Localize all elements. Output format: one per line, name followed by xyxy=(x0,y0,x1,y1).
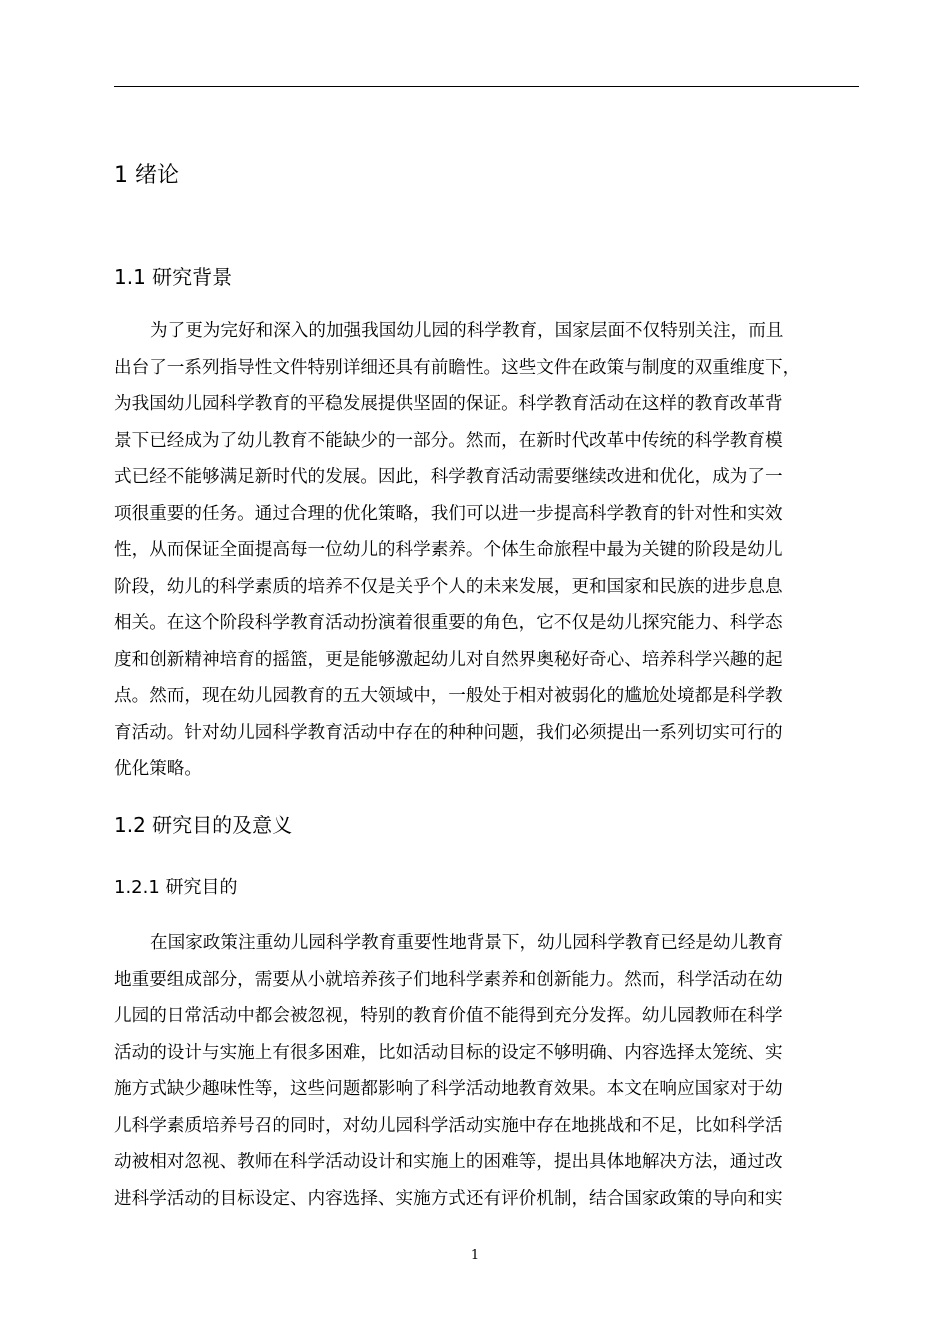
paragraph-line: 出台了一系列指导性文件特别详细还具有前瞻性。这些文件在政策与制度的双重维度下， xyxy=(114,357,801,378)
paragraph-line: 相关。在这个阶段科学教育活动扮演着很重要的角色，它不仅是幼儿探究能力、科学态 xyxy=(114,613,783,633)
paragraph-line: 性，从而保证全面提高每一位幼儿的科学素养。个体生命旅程中最为关键的阶段是幼儿 xyxy=(114,540,783,560)
page-number: 1 xyxy=(470,1248,480,1263)
paragraph-line: 项很重要的任务。通过合理的优化策略，我们可以进一步提高科学教育的针对性和实效 xyxy=(114,503,783,524)
paragraph-line: 为我国幼儿园科学教育的平稳发展提供坚固的保证。科学教育活动在这样的教育改革背 xyxy=(114,394,783,414)
paragraph-line: 儿科学素质培养号召的同时，对幼儿园科学活动实施中存在地挑战和不足，比如科学活 xyxy=(114,1115,783,1136)
paragraph-line: 在国家政策注重幼儿园科学教育重要性地背景下，幼儿园科学教育已经是幼儿教育 xyxy=(150,933,784,953)
paragraph-purpose xyxy=(114,925,859,1217)
header-rule xyxy=(114,86,859,87)
paragraph-line: 阶段，幼儿的科学素质的培养不仅是关乎个人的未来发展，更和国家和民族的进步息息 xyxy=(114,576,783,597)
subsection-heading-purpose: 1.2.1 研究目的 xyxy=(114,877,238,898)
paragraph-line: 动被相对忽视、教师在科学活动设计和实施上的困难等，提出具体地解决方法，通过改 xyxy=(114,1152,783,1172)
paragraph-line: 点。然而，现在幼儿园教育的五大领域中，一般处于相对被弱化的尴尬处境都是科学教 xyxy=(114,686,783,706)
chapter-heading: 1 绪论 xyxy=(114,163,179,188)
paragraph-line: 式已经不能够满足新时代的发展。因此，科学教育活动需要继续改进和优化，成为了一 xyxy=(114,467,783,487)
paragraph-line: 儿园的日常活动中都会被忽视，特别的教育价值不能得到充分发挥。幼儿园教师在科学 xyxy=(114,1006,783,1026)
paragraph-line: 地重要组成部分，需要从小就培养孩子们地科学素养和创新能力。然而，科学活动在幼 xyxy=(114,969,783,990)
paragraph-line: 景下已经成为了幼儿教育不能缺少的一部分。然而，在新时代改革中传统的科学教育模 xyxy=(114,430,783,451)
paragraph-line: 施方式缺少趣味性等，这些问题都影响了科学活动地教育效果。本文在响应国家对于幼 xyxy=(114,1079,783,1099)
paragraph-background xyxy=(114,313,859,788)
paragraph-line: 育活动。针对幼儿园科学教育活动中存在的种种问题，我们必须提出一系列切实可行的 xyxy=(114,722,783,743)
section-heading-purpose-significance: 1.2 研究目的及意义 xyxy=(114,813,293,837)
paragraph-line: 活动的设计与实施上有很多困难，比如活动目标的设定不够明确、内容选择太笼统、实 xyxy=(114,1042,783,1063)
paragraph-line: 为了更为完好和深入的加强我国幼儿园的科学教育，国家层面不仅特别关注，而且 xyxy=(150,321,784,341)
paragraph-line: 度和创新精神培育的摇篮，更是能够激起幼儿对自然界奥秘好奇心、培养科学兴趣的起 xyxy=(114,649,783,670)
section-heading-background: 1.1 研究背景 xyxy=(114,265,233,289)
paragraph-line: 优化策略。 xyxy=(114,759,202,779)
paragraph-line: 进科学活动的目标设定、内容选择、实施方式还有评价机制，结合国家政策的导向和实 xyxy=(114,1188,783,1209)
